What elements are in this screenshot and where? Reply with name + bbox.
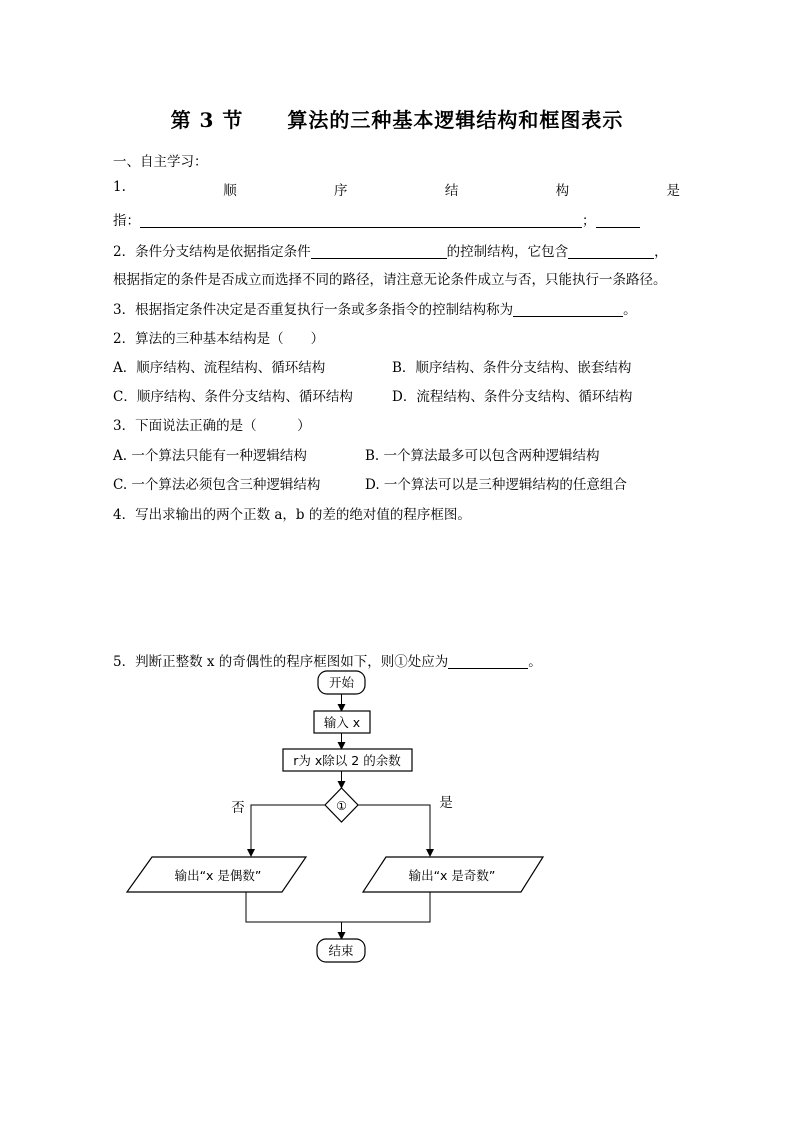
merge-line [246, 892, 430, 922]
section-title: 算法的三种基本逻辑结构和框图表示 [287, 108, 624, 132]
mc2-option-a[interactable]: A. 一个算法只能有一种逻辑结构 [113, 448, 307, 464]
question-1-line2: 指： ； [113, 209, 640, 229]
q1-word: 是 [666, 183, 680, 199]
question-3-line: 3．根据指定条件决定是否重复执行一条或多条指令的控制结构称为 。 [113, 302, 637, 318]
section-heading: 一、自主学习： [113, 154, 208, 170]
end-label: 结束 [328, 943, 354, 958]
q1-word: 顺 [223, 183, 237, 199]
mc1-option-a[interactable]: A．顺序结构、流程结构、循环结构 [113, 360, 326, 376]
mc2-stem: 3．下面说法正确的是（ ） [113, 418, 311, 434]
section-number: 第 3 节 [170, 108, 244, 132]
yes-label: 是 [439, 795, 453, 811]
mc2-option-d[interactable]: D. 一个算法可以是三种逻辑结构的任意组合 [365, 477, 627, 493]
mc1-stem: 2．算法的三种基本结构是（ ） [113, 331, 325, 347]
output-odd-label: 输出“x 是奇数” [408, 868, 496, 883]
no-label: 否 [231, 800, 245, 816]
q1-word: 1. [113, 179, 126, 195]
decision-label: ① [336, 799, 347, 813]
start-label: 开始 [328, 675, 355, 690]
q1-word: 构 [555, 183, 570, 199]
question-2-line1: 2．条件分支结构是依据指定条件 的控制结构，它包含 ， [113, 244, 668, 260]
mc2-option-b[interactable]: B. 一个算法最多可以包含两种逻辑结构 [365, 448, 600, 464]
question-4: 4．写出求输出的两个正数 a，b 的差的绝对值的程序框图。 [113, 507, 471, 523]
output-even-label: 输出“x 是偶数” [174, 868, 262, 883]
q1-word: 结 [444, 183, 459, 199]
process-label: r为 x除以 2 的余数 [293, 753, 401, 768]
q1-word: 序 [334, 183, 348, 199]
question-2-line2: 根据指定的条件是否成立而选择不同的路径，请注意无论条件成立与否，只能执行一条路径。 [113, 272, 667, 288]
question-5: 5．判断正整数 x 的奇偶性的程序框图如下，则①处应为 。 [113, 654, 542, 670]
yes-branch-line [358, 805, 430, 856]
input-label: 输入 x [323, 715, 361, 730]
mc1-option-d[interactable]: D．流程结构、条件分支结构、循环结构 [392, 389, 633, 405]
no-branch-line [251, 805, 325, 856]
mc2-option-c[interactable]: C. 一个算法必须包含三种逻辑结构 [113, 477, 321, 493]
mc1-option-c[interactable]: C．顺序结构、条件分支结构、循环结构 [113, 389, 353, 405]
mc1-option-b[interactable]: B．顺序结构、条件分支结构、嵌套结构 [392, 360, 632, 376]
